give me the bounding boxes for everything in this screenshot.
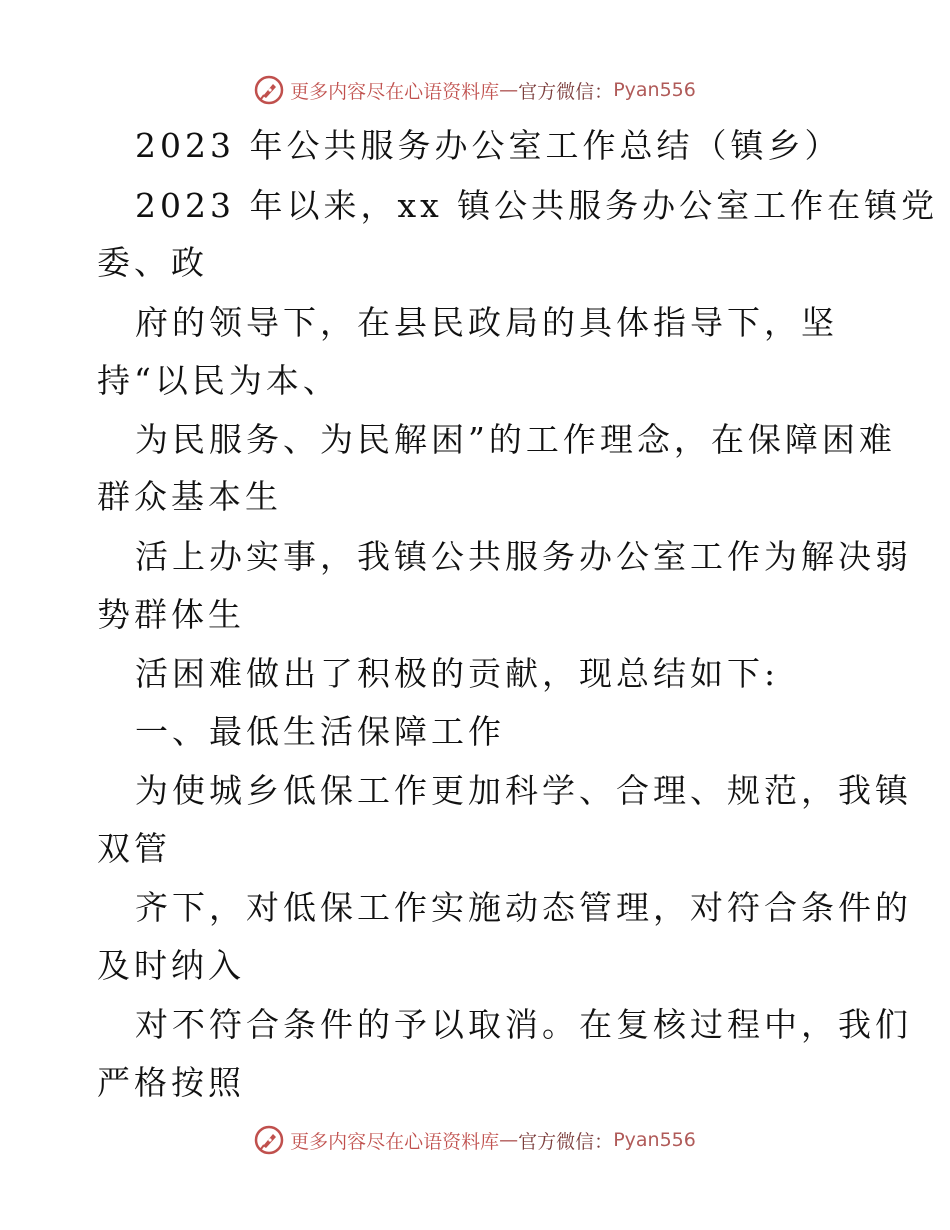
pen-nib-circle-icon [254, 1125, 284, 1155]
document-title: 2023 年公共服务办公室工作总结（镇乡） [135, 126, 842, 165]
paragraph-line: 府的领导下，在县民政局的具体指导下，坚 [135, 303, 838, 342]
paragraph-line: 群众基本生 [97, 477, 282, 516]
section-heading: 一、最低生活保障工作 [135, 712, 505, 751]
paragraph-line: 齐下，对低保工作实施动态管理，对符合条件的 [135, 888, 912, 927]
paragraph-line: 及时纳入 [97, 946, 245, 985]
paragraph-line: 双管 [97, 829, 171, 868]
watermark-footer [0, 1120, 950, 1160]
paragraph-line: 活上办实事，我镇公共服务办公室工作为解决弱 [135, 537, 912, 576]
paragraph-line: 为使城乡低保工作更加科学、合理、规范，我镇 [135, 771, 912, 810]
watermark-wechat-id: Pyan556 [613, 79, 696, 101]
paragraph-line: 2023 年以来，xx 镇公共服务办公室工作在镇党 [135, 186, 939, 225]
watermark-brand: 更多内容尽在心语资料库 [290, 1130, 500, 1153]
watermark-official-label: 官方微信： [518, 1130, 614, 1153]
paragraph-line: 委、政 [97, 243, 208, 282]
paragraph-line: 势群体生 [97, 595, 245, 634]
paragraph-line: 严格按照 [97, 1063, 245, 1102]
paragraph-line: 活困难做出了积极的贡献，现总结如下: [135, 654, 780, 693]
paragraph-line: 为民服务、为民解困”的工作理念，在保障困难 [135, 420, 896, 459]
watermark-wechat-id: Pyan556 [613, 1129, 696, 1151]
watermark-dash: — [499, 1129, 519, 1151]
watermark-brand: 更多内容尽在心语资料库 [290, 80, 500, 103]
watermark-official-label: 官方微信： [518, 80, 614, 103]
paragraph-line: 对不符合条件的予以取消。在复核过程中，我们 [135, 1005, 912, 1044]
paragraph-line: 持“以民为本、 [97, 361, 340, 400]
watermark-dash: — [499, 79, 519, 101]
